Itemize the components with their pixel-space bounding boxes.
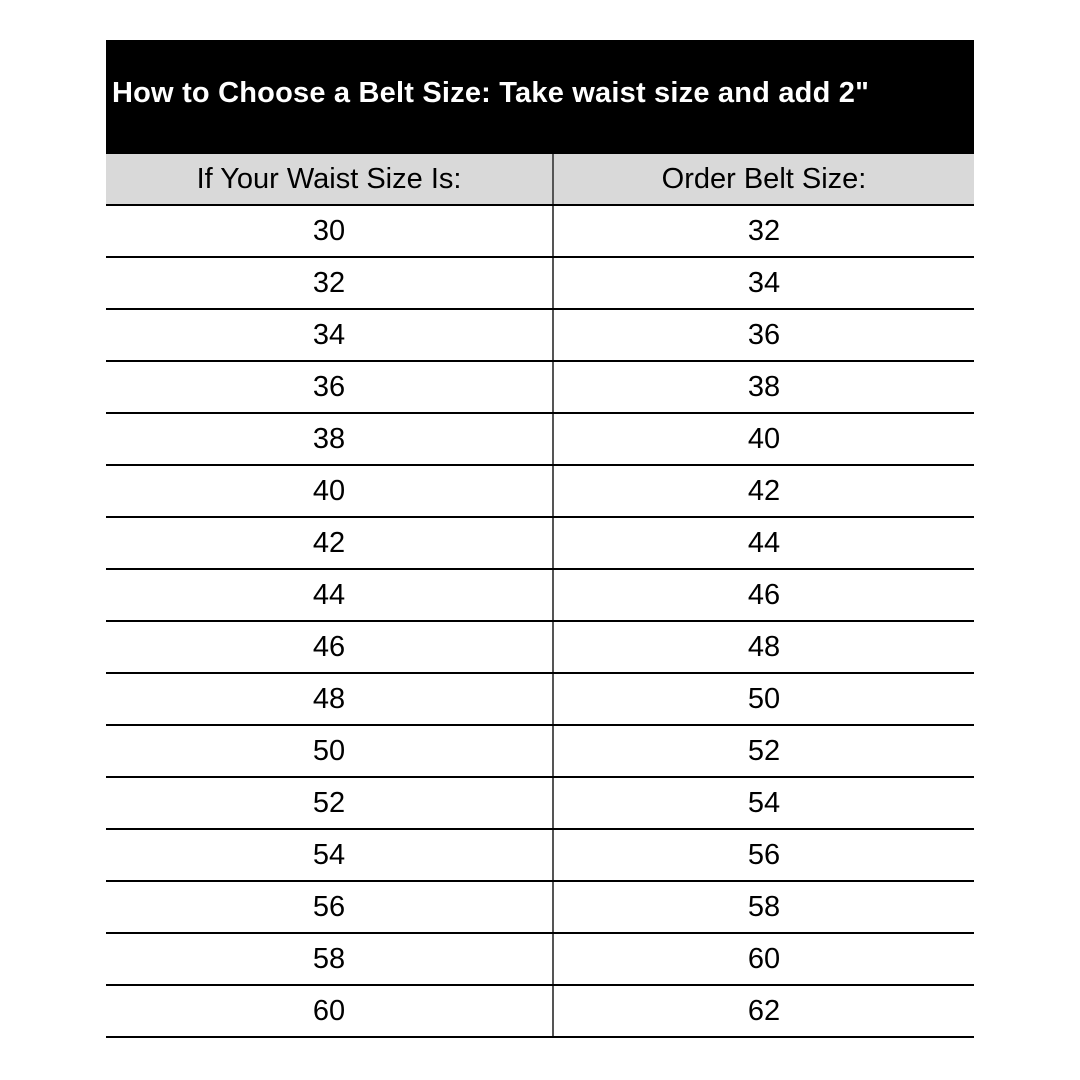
waist-size-cell: 50 bbox=[106, 726, 554, 776]
table-body bbox=[106, 206, 974, 1038]
table-row bbox=[106, 778, 974, 830]
belt-size-cell: 42 bbox=[747, 474, 781, 507]
belt-size-cell: 38 bbox=[747, 370, 781, 403]
header-belt-size: Order Belt Size: bbox=[661, 162, 867, 195]
waist-size-cell: 34 bbox=[106, 310, 554, 360]
table-row bbox=[106, 830, 974, 882]
belt-size-cell: 60 bbox=[747, 942, 781, 975]
table-row bbox=[106, 934, 974, 986]
waist-size-cell: 48 bbox=[106, 674, 554, 724]
belt-size-cell: 50 bbox=[747, 682, 781, 715]
waist-size-cell: 42 bbox=[106, 518, 554, 568]
table-row bbox=[106, 726, 974, 778]
waist-size-cell: 40 bbox=[106, 466, 554, 516]
belt-size-cell: 46 bbox=[747, 578, 781, 611]
title-bar bbox=[106, 40, 974, 154]
belt-size-cell: 32 bbox=[747, 214, 781, 247]
table-row bbox=[106, 258, 974, 310]
belt-size-cell: 62 bbox=[747, 994, 781, 1027]
table-row bbox=[106, 206, 974, 258]
waist-size-cell: 56 bbox=[106, 882, 554, 932]
table-row bbox=[106, 362, 974, 414]
table-row bbox=[106, 466, 974, 518]
table-row bbox=[106, 986, 974, 1038]
table-row bbox=[106, 674, 974, 726]
header-row bbox=[106, 154, 974, 206]
waist-size-cell: 54 bbox=[106, 830, 554, 880]
belt-size-cell: 56 bbox=[747, 838, 781, 871]
waist-size-cell: 44 bbox=[106, 570, 554, 620]
table-row bbox=[106, 414, 974, 466]
belt-size-cell: 48 bbox=[747, 630, 781, 663]
table-row bbox=[106, 518, 974, 570]
belt-size-cell: 52 bbox=[747, 734, 781, 767]
waist-size-cell: 30 bbox=[106, 206, 554, 256]
waist-size-cell: 52 bbox=[106, 778, 554, 828]
waist-size-cell: 36 bbox=[106, 362, 554, 412]
waist-size-cell: 58 bbox=[106, 934, 554, 984]
table-row bbox=[106, 310, 974, 362]
waist-size-cell: 38 bbox=[106, 414, 554, 464]
waist-size-cell: 46 bbox=[106, 622, 554, 672]
table-row bbox=[106, 622, 974, 674]
table-row bbox=[106, 570, 974, 622]
belt-size-cell: 54 bbox=[747, 786, 781, 819]
belt-size-cell: 36 bbox=[747, 318, 781, 351]
header-waist-size: If Your Waist Size Is: bbox=[106, 154, 554, 204]
belt-size-cell: 44 bbox=[747, 526, 781, 559]
belt-size-cell: 34 bbox=[747, 266, 781, 299]
belt-size-cell: 40 bbox=[747, 422, 781, 455]
table-row bbox=[106, 882, 974, 934]
waist-size-cell: 32 bbox=[106, 258, 554, 308]
chart-title: How to Choose a Belt Size: Take waist size and add 2" bbox=[112, 76, 870, 109]
waist-size-cell: 60 bbox=[106, 986, 554, 1036]
belt-size-chart bbox=[106, 40, 974, 1038]
belt-size-cell: 58 bbox=[747, 890, 781, 923]
